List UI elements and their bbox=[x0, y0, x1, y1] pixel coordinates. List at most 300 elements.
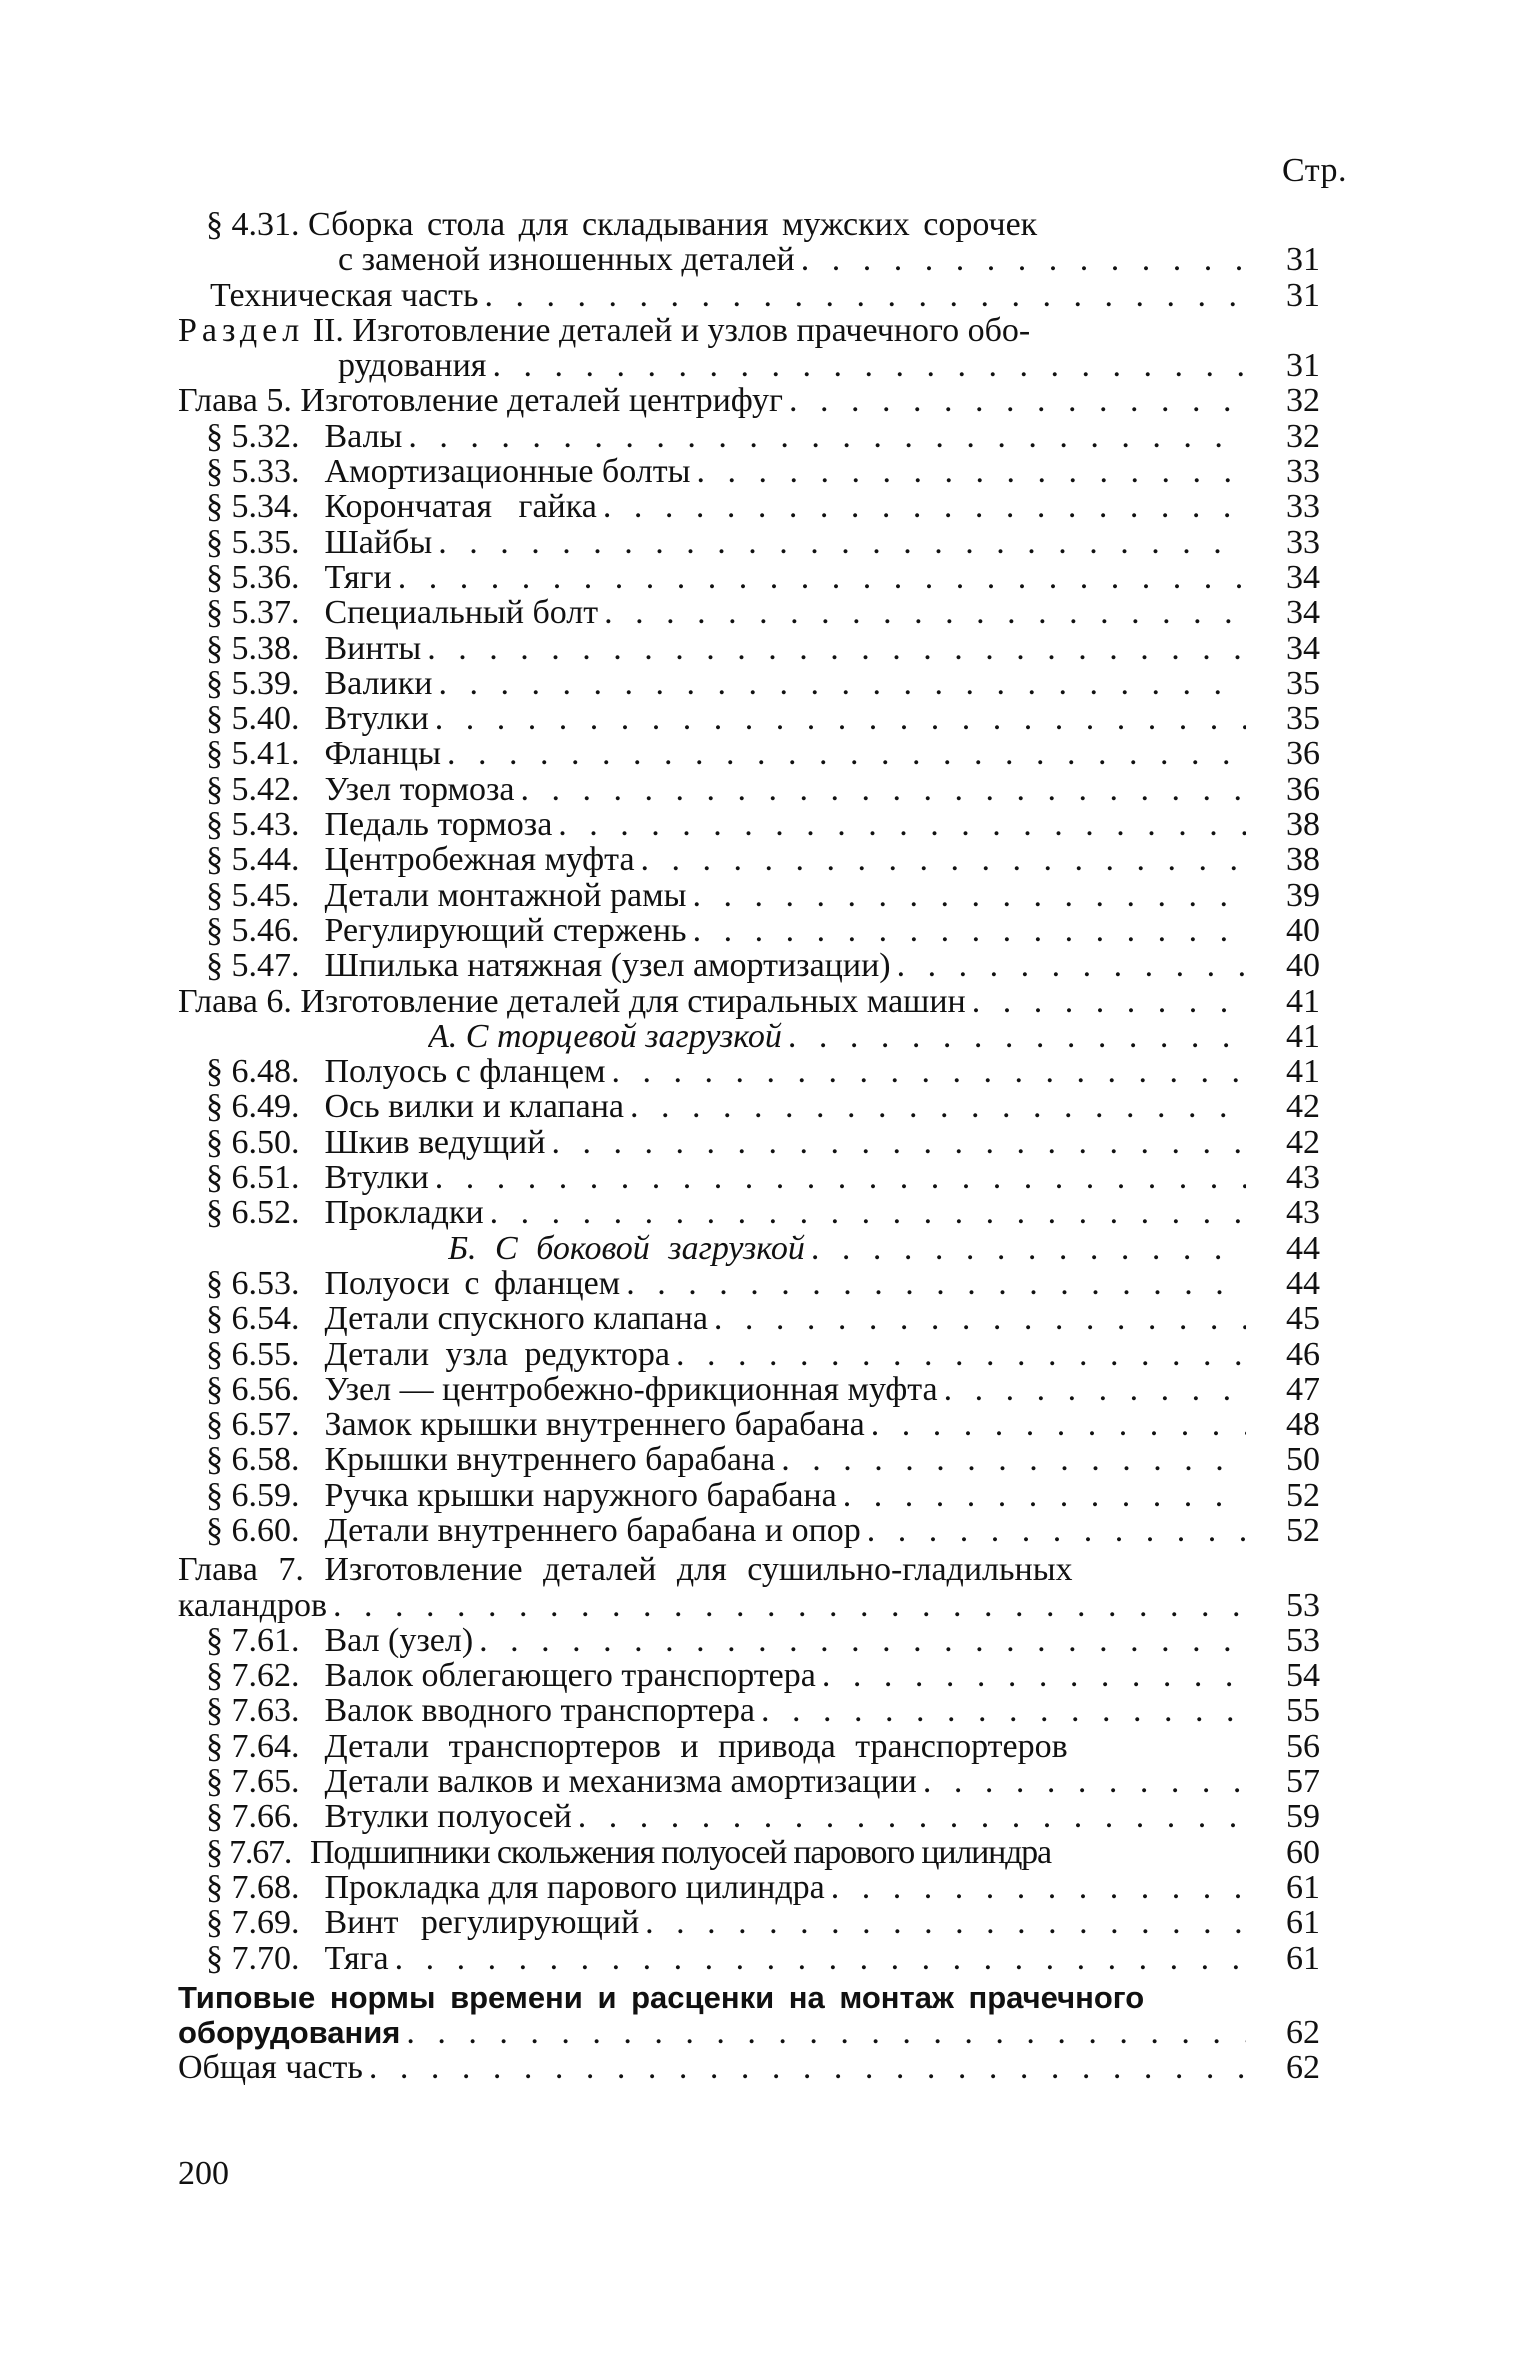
entry-label: Валок вводного транспортера bbox=[324, 1693, 755, 1729]
section-number: 7.62. bbox=[231, 1658, 300, 1694]
toc-row bbox=[178, 984, 1320, 1019]
section-sign: § bbox=[206, 1336, 223, 1372]
page-ref: 39 bbox=[1286, 876, 1320, 914]
page-column-header: Стр. bbox=[1282, 152, 1348, 189]
page-ref: 61 bbox=[1286, 1939, 1320, 1977]
section-number: 6.60. bbox=[231, 1512, 300, 1549]
section-sign: § bbox=[206, 807, 223, 843]
section-sign: § bbox=[206, 630, 223, 666]
toc-entry-text bbox=[206, 489, 597, 524]
toc-entry-text bbox=[206, 1266, 620, 1301]
entry-label: Втулки bbox=[324, 1160, 429, 1196]
toc-row bbox=[178, 1870, 1320, 1905]
section-sign: § bbox=[206, 1477, 223, 1513]
entry-label: Типовые нормы времени и расценки на монтаж прачечного bbox=[178, 1979, 1145, 2015]
toc-entry-text bbox=[178, 313, 1030, 348]
dot-leader bbox=[473, 1623, 1246, 1658]
section-number: 7.68. bbox=[231, 1869, 300, 1906]
dot-leader bbox=[429, 701, 1246, 736]
section-number: 5.43. bbox=[231, 807, 300, 843]
page-ref: 32 bbox=[1286, 417, 1320, 455]
section-sign: § bbox=[206, 1054, 223, 1090]
section-sign: § bbox=[206, 489, 223, 525]
toc-row bbox=[178, 631, 1320, 666]
section-number: 5.33. bbox=[231, 454, 300, 490]
subheading-label: А. С торцевой загрузкой bbox=[428, 1018, 782, 1055]
page-ref: 41 bbox=[1286, 1017, 1320, 1055]
entry-label: оборудования bbox=[178, 2015, 401, 2051]
dot-leader bbox=[805, 1231, 1246, 1266]
dot-leader bbox=[486, 348, 1246, 383]
dot-leader bbox=[363, 2050, 1246, 2085]
dot-leader bbox=[891, 948, 1246, 983]
page-ref: 48 bbox=[1286, 1406, 1320, 1444]
section-sign: § bbox=[206, 207, 223, 243]
section-number: 5.45. bbox=[231, 877, 300, 913]
toc-row bbox=[178, 1905, 1320, 1940]
section-number: 6.48. bbox=[231, 1054, 300, 1090]
dot-leader bbox=[389, 1941, 1246, 1976]
section-number: 6.56. bbox=[231, 1371, 300, 1408]
section-number: 6.55. bbox=[231, 1336, 300, 1372]
entry-label: Регулирующий стержень bbox=[324, 912, 687, 949]
section-number: 5.37. bbox=[231, 595, 300, 631]
toc-entry-text bbox=[206, 1764, 917, 1799]
section-sign: § bbox=[206, 1160, 223, 1196]
table-of-contents bbox=[178, 207, 1320, 2086]
toc-row bbox=[178, 278, 1320, 313]
section-number: 5.38. bbox=[231, 630, 300, 666]
toc-row bbox=[178, 1337, 1320, 1372]
entry-label: Валы bbox=[324, 418, 403, 455]
entry-label: Тяги bbox=[324, 559, 392, 596]
section-number: 5.46. bbox=[231, 912, 300, 949]
section-number: 7.65. bbox=[231, 1764, 300, 1800]
page-ref: 55 bbox=[1286, 1692, 1320, 1730]
page-ref: 41 bbox=[1286, 1053, 1320, 1091]
toc-row bbox=[178, 1478, 1320, 1513]
entry-label: Корончатая гайка bbox=[324, 489, 597, 525]
dot-leader bbox=[938, 1372, 1246, 1407]
toc-entry-text bbox=[206, 560, 392, 595]
section-number: 7.61. bbox=[231, 1622, 300, 1659]
toc-row bbox=[178, 560, 1320, 595]
toc-entry-text bbox=[206, 913, 687, 948]
dot-leader bbox=[783, 383, 1246, 418]
section-number: 7.67. bbox=[229, 1834, 292, 1870]
dot-leader bbox=[402, 419, 1246, 454]
toc-entry-text bbox=[206, 1729, 1068, 1764]
page-ref: 59 bbox=[1286, 1798, 1320, 1836]
page-ref: 40 bbox=[1286, 911, 1320, 949]
page-ref: 52 bbox=[1286, 1511, 1320, 1549]
dot-leader bbox=[606, 1054, 1247, 1089]
dot-leader bbox=[400, 2015, 1246, 2050]
toc-row bbox=[178, 1980, 1320, 2015]
toc-row bbox=[178, 913, 1320, 948]
toc-entry-text bbox=[206, 1195, 484, 1230]
entry-label: Валики bbox=[324, 665, 433, 702]
page-ref: 43 bbox=[1286, 1159, 1320, 1197]
toc-entry-text bbox=[206, 666, 432, 701]
dot-leader bbox=[795, 242, 1246, 277]
toc-entry-text bbox=[206, 1513, 861, 1548]
section-sign: § bbox=[206, 524, 223, 560]
section-number: 7.70. bbox=[231, 1940, 300, 1976]
entry-label: Замок крышки внутреннего барабана bbox=[324, 1407, 865, 1443]
toc-entry-text bbox=[206, 1870, 825, 1905]
toc-row bbox=[178, 666, 1320, 701]
entry-label: Шпилька натяжная (узел амортизации) bbox=[324, 948, 891, 984]
entry-label: Детали внутреннего барабана и опор bbox=[324, 1512, 861, 1549]
entry-label: Шайбы bbox=[324, 524, 433, 560]
toc-row bbox=[178, 807, 1320, 842]
dot-leader bbox=[620, 1266, 1246, 1301]
toc-entry-text bbox=[206, 1478, 837, 1513]
toc-row bbox=[178, 1160, 1320, 1195]
toc-row bbox=[178, 1019, 1320, 1054]
page-number: 200 bbox=[178, 2155, 229, 2192]
section-number: 5.35. bbox=[231, 524, 300, 560]
section-number: 6.53. bbox=[231, 1265, 300, 1302]
page-ref: 47 bbox=[1286, 1370, 1320, 1408]
entry-label: Ручка крышки наружного барабана bbox=[324, 1477, 837, 1513]
toc-entry-text bbox=[206, 842, 635, 877]
section-sign: § bbox=[206, 595, 223, 631]
entry-label: Глава 7. Изготовление деталей для сушильно-гладильных bbox=[178, 1552, 1073, 1588]
section-number: 6.49. bbox=[231, 1089, 300, 1125]
entry-label: Прокладка для парового цилиндра bbox=[324, 1869, 825, 1906]
entry-label: рудования bbox=[338, 348, 487, 384]
entry-label: Втулки полуосей bbox=[324, 1799, 572, 1835]
entry-label: Техническая часть bbox=[210, 277, 479, 313]
page-ref: 53 bbox=[1286, 1621, 1320, 1659]
toc-entry-text bbox=[206, 948, 891, 983]
toc-entry-text bbox=[206, 1054, 606, 1089]
section-sign: § bbox=[206, 1799, 223, 1835]
section-sign: § bbox=[206, 1265, 223, 1302]
dot-leader bbox=[432, 666, 1246, 701]
page-ref: 33 bbox=[1286, 523, 1320, 561]
toc-row bbox=[178, 1407, 1320, 1442]
dot-leader bbox=[479, 278, 1246, 313]
toc-entry-text bbox=[206, 807, 552, 842]
page-ref: 61 bbox=[1286, 1868, 1320, 1906]
toc-entry-text bbox=[206, 878, 686, 913]
entry-label: Амортизационные болты bbox=[324, 454, 691, 490]
toc-row bbox=[178, 1799, 1320, 1834]
section-sign: § bbox=[206, 454, 223, 490]
page-ref: 35 bbox=[1286, 664, 1320, 702]
toc-entry-text bbox=[206, 1658, 816, 1693]
toc-entry-text bbox=[206, 1693, 755, 1728]
page-ref: 46 bbox=[1286, 1335, 1320, 1373]
page-ref: 42 bbox=[1286, 1088, 1320, 1126]
page-ref: 44 bbox=[1286, 1229, 1320, 1267]
section-sign: § bbox=[206, 1869, 223, 1906]
section-number: 5.41. bbox=[231, 736, 300, 772]
toc-row bbox=[178, 1266, 1320, 1301]
section-number: 4.31. bbox=[231, 207, 300, 243]
page-ref: 56 bbox=[1286, 1727, 1320, 1765]
section-sign: § bbox=[206, 1834, 222, 1870]
section-number: 5.34. bbox=[231, 489, 300, 525]
entry-label: Шкив ведущий bbox=[324, 1124, 546, 1161]
dot-leader bbox=[392, 560, 1246, 595]
toc-row bbox=[178, 1588, 1320, 1623]
page-ref: 35 bbox=[1286, 700, 1320, 738]
section-sign: § bbox=[206, 1905, 223, 1941]
section-sign: § bbox=[206, 948, 223, 984]
section-sign: § bbox=[206, 1512, 223, 1549]
dot-leader bbox=[917, 1764, 1246, 1799]
dot-leader bbox=[635, 842, 1246, 877]
page-ref: 40 bbox=[1286, 947, 1320, 985]
dot-leader bbox=[598, 595, 1246, 630]
toc-row bbox=[178, 1693, 1320, 1728]
page-ref: 62 bbox=[1286, 2049, 1320, 2087]
toc-entry-text bbox=[206, 1835, 1051, 1870]
toc-entry-text bbox=[206, 772, 515, 807]
page-ref: 33 bbox=[1286, 488, 1320, 526]
section-number: 5.40. bbox=[231, 701, 300, 737]
toc-row bbox=[178, 772, 1320, 807]
toc-row bbox=[178, 1941, 1320, 1976]
toc-row bbox=[178, 1054, 1320, 1089]
toc-row bbox=[178, 489, 1320, 524]
dot-leader bbox=[865, 1407, 1246, 1442]
toc-row bbox=[178, 1231, 1320, 1266]
section-sign: § bbox=[206, 1622, 223, 1659]
section-sign: § bbox=[206, 701, 223, 737]
page-ref: 42 bbox=[1286, 1123, 1320, 1161]
toc-row bbox=[178, 313, 1320, 348]
entry-label: Центробежная муфта bbox=[324, 842, 635, 878]
section-number: 5.44. bbox=[231, 842, 300, 878]
toc-row bbox=[178, 948, 1320, 983]
dot-leader bbox=[624, 1089, 1246, 1124]
section-sign: § bbox=[206, 1089, 223, 1125]
dot-leader bbox=[782, 1019, 1246, 1054]
entry-label: II. Изготовление деталей и узлов прачечного обо- bbox=[312, 312, 1031, 349]
entry-label: Прокладки bbox=[324, 1195, 484, 1231]
toc-row bbox=[178, 736, 1320, 771]
section-number: 7.66. bbox=[231, 1799, 300, 1835]
section-number: 7.63. bbox=[231, 1693, 300, 1729]
entry-label: Тяга bbox=[324, 1940, 389, 1976]
section-sign: § bbox=[206, 771, 223, 808]
entry-label: с заменой изношенных деталей bbox=[338, 242, 795, 278]
entry-label: Глава 6. Изготовление деталей для стиральных машин bbox=[178, 983, 966, 1019]
section-number: 7.64. bbox=[231, 1728, 300, 1765]
entry-label: Общая часть bbox=[178, 2050, 363, 2086]
section-number: 6.57. bbox=[231, 1407, 300, 1443]
entry-label: Детали транспортеров и привода транспортеров bbox=[324, 1728, 1068, 1765]
toc-row bbox=[178, 348, 1320, 383]
page-ref: 33 bbox=[1286, 453, 1320, 491]
page-ref: 61 bbox=[1286, 1904, 1320, 1942]
section-number: 6.58. bbox=[231, 1442, 300, 1478]
section-number: 6.54. bbox=[231, 1301, 300, 1337]
toc-entry-text bbox=[206, 736, 441, 771]
section-sign: § bbox=[206, 1693, 223, 1729]
page-ref: 41 bbox=[1286, 982, 1320, 1020]
page-ref: 62 bbox=[1286, 2014, 1320, 2052]
page-ref: 36 bbox=[1286, 770, 1320, 808]
entry-label: Полуось с фланцем bbox=[324, 1054, 606, 1090]
section-sign: § bbox=[206, 1301, 223, 1337]
entry-label: Узел тормоза bbox=[324, 771, 515, 808]
section-sign: § bbox=[206, 559, 223, 596]
page-ref: 60 bbox=[1286, 1833, 1320, 1871]
dot-leader bbox=[825, 1870, 1246, 1905]
toc-row bbox=[178, 1729, 1320, 1764]
subheading-label: Б. С боковой загрузкой bbox=[448, 1230, 805, 1266]
entry-label: Глава 5. Изготовление деталей центрифуг bbox=[178, 383, 783, 419]
dot-leader bbox=[690, 454, 1246, 489]
entry-label: Полуоси с фланцем bbox=[324, 1265, 621, 1302]
toc-row bbox=[178, 207, 1320, 242]
toc-row bbox=[178, 878, 1320, 913]
dot-leader bbox=[572, 1799, 1246, 1834]
toc-entry-text bbox=[206, 1407, 865, 1442]
entry-label: Узел — центробежно-фрикционная муфта bbox=[324, 1371, 938, 1408]
entry-label: Детали валков и механизма амортизации bbox=[324, 1764, 917, 1800]
toc-row bbox=[178, 2050, 1320, 2085]
toc-row bbox=[178, 1623, 1320, 1658]
toc-entry-text bbox=[206, 525, 432, 560]
dot-leader bbox=[708, 1301, 1246, 1336]
dot-leader bbox=[775, 1442, 1246, 1477]
page-ref: 38 bbox=[1286, 841, 1320, 879]
page-ref: 34 bbox=[1286, 594, 1320, 632]
page-ref: 34 bbox=[1286, 558, 1320, 596]
toc-row bbox=[178, 419, 1320, 454]
toc-entry-text bbox=[206, 1623, 473, 1658]
dot-leader bbox=[670, 1337, 1246, 1372]
section-number: 5.36. bbox=[231, 559, 300, 596]
section-number: 6.52. bbox=[231, 1195, 300, 1231]
dot-leader bbox=[687, 913, 1246, 948]
page-ref: 36 bbox=[1286, 735, 1320, 773]
section-sign: § bbox=[206, 1728, 223, 1765]
toc-entry-text bbox=[206, 631, 421, 666]
toc-row bbox=[178, 2015, 1320, 2050]
page-ref: 50 bbox=[1286, 1441, 1320, 1479]
page-ref: 31 bbox=[1286, 241, 1320, 279]
page-ref: 57 bbox=[1286, 1763, 1320, 1801]
dot-leader bbox=[686, 878, 1246, 913]
section-sign: § bbox=[206, 665, 223, 702]
dot-leader bbox=[484, 1195, 1246, 1230]
section-sign: § bbox=[206, 418, 223, 455]
toc-entry-text bbox=[206, 701, 429, 736]
dot-leader bbox=[441, 736, 1246, 771]
toc-row bbox=[178, 1513, 1320, 1548]
toc-entry-text bbox=[206, 1799, 572, 1834]
toc-entry-text bbox=[206, 1442, 775, 1477]
dot-leader bbox=[515, 772, 1246, 807]
section-sign: § bbox=[206, 1195, 223, 1231]
toc-row bbox=[178, 595, 1320, 630]
toc-row bbox=[178, 383, 1320, 418]
section-sign: § bbox=[206, 736, 223, 772]
section-number: 6.50. bbox=[231, 1124, 300, 1161]
toc-row bbox=[178, 701, 1320, 736]
toc-row bbox=[178, 1301, 1320, 1336]
toc-entry-text bbox=[206, 1905, 639, 1940]
entry-label: Вал (узел) bbox=[324, 1622, 474, 1659]
entry-label: Винт регулирующий bbox=[324, 1905, 640, 1941]
toc-row bbox=[178, 525, 1320, 560]
section-number: 5.42. bbox=[231, 771, 300, 808]
entry-label: Винты bbox=[324, 630, 422, 666]
toc-entry-text bbox=[206, 595, 598, 630]
entry-label: Детали спускного клапана bbox=[324, 1301, 708, 1337]
dot-leader bbox=[639, 1905, 1246, 1940]
part-prefix: Раздел bbox=[178, 312, 305, 349]
toc-row bbox=[178, 842, 1320, 877]
dot-leader bbox=[597, 489, 1246, 524]
entry-label: Детали узла редуктора bbox=[324, 1336, 671, 1372]
entry-label: Валок облегающего транспортера bbox=[324, 1658, 816, 1694]
section-sign: § bbox=[206, 1658, 223, 1694]
entry-label: Педаль тормоза bbox=[324, 807, 553, 843]
section-number: 6.59. bbox=[231, 1477, 300, 1513]
section-sign: § bbox=[206, 1442, 223, 1478]
entry-label: Ось вилки и клапана bbox=[324, 1089, 624, 1125]
dot-leader bbox=[327, 1588, 1246, 1623]
dot-leader bbox=[432, 525, 1246, 560]
entry-label: Сборка стола для складывания мужских сорочек bbox=[308, 207, 1038, 243]
dot-leader bbox=[837, 1478, 1246, 1513]
toc-entry-text bbox=[206, 1089, 624, 1124]
toc-entry-text bbox=[206, 1337, 670, 1372]
section-sign: § bbox=[206, 842, 223, 878]
dot-leader bbox=[421, 631, 1246, 666]
toc-entry-text bbox=[206, 1301, 708, 1336]
page-ref: 45 bbox=[1286, 1300, 1320, 1338]
toc-entry-text bbox=[206, 1372, 938, 1407]
toc-entry-text bbox=[206, 454, 690, 489]
entry-label: Детали монтажной рамы bbox=[324, 877, 687, 913]
page-ref: 34 bbox=[1286, 629, 1320, 667]
section-sign: § bbox=[206, 1371, 223, 1408]
entry-label: Подшипники скольжения полуосей парового цилиндра bbox=[310, 1834, 1051, 1870]
toc-row bbox=[178, 242, 1320, 277]
section-sign: § bbox=[206, 1124, 223, 1161]
section-sign: § bbox=[206, 1764, 223, 1800]
section-sign: § bbox=[206, 1407, 223, 1443]
toc-row bbox=[178, 1125, 1320, 1160]
section-number: 5.39. bbox=[231, 665, 300, 702]
page-ref: 31 bbox=[1286, 347, 1320, 385]
section-number: 6.51. bbox=[231, 1160, 300, 1196]
section-number: 5.47. bbox=[231, 948, 300, 984]
entry-label: Специальный болт bbox=[324, 595, 599, 631]
section-sign: § bbox=[206, 1940, 223, 1976]
page-ref: 32 bbox=[1286, 382, 1320, 420]
toc-entry-text bbox=[206, 1941, 389, 1976]
toc-row bbox=[178, 1372, 1320, 1407]
toc-row bbox=[178, 1552, 1320, 1587]
toc-row bbox=[178, 1658, 1320, 1693]
toc-entry-text bbox=[206, 1160, 429, 1195]
page-ref: 44 bbox=[1286, 1264, 1320, 1302]
page-ref: 43 bbox=[1286, 1194, 1320, 1232]
page-ref: 53 bbox=[1286, 1586, 1320, 1624]
dot-leader bbox=[755, 1693, 1246, 1728]
